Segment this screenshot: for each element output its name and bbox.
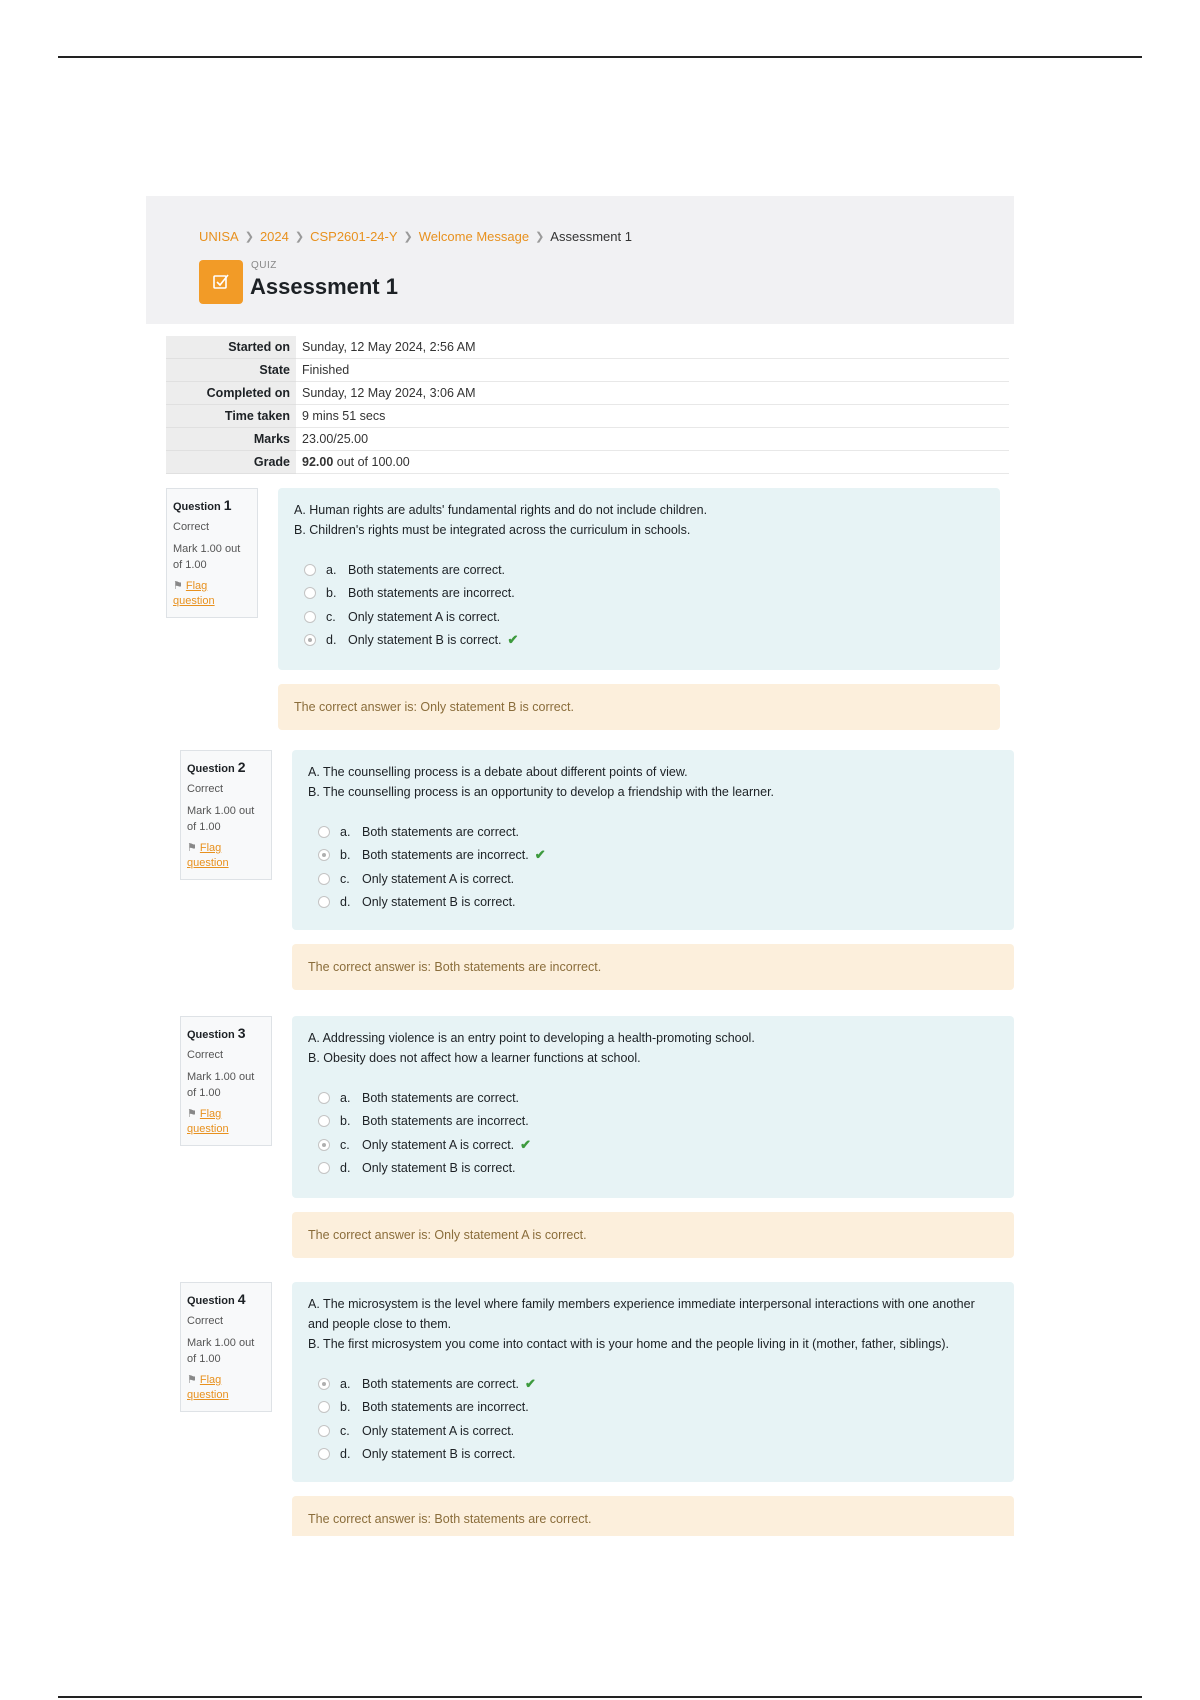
- answer-text: Only statement A is correct.: [348, 609, 501, 624]
- radio-button[interactable]: [318, 873, 330, 885]
- answer-option[interactable]: [318, 1110, 998, 1134]
- answer-list: [308, 1372, 998, 1466]
- flag-icon: ⚑: [187, 1108, 197, 1120]
- answer-letter: b.: [340, 1400, 351, 1415]
- summary-row-marks: [166, 428, 1009, 451]
- flag-label: Flag question: [187, 1108, 229, 1135]
- question-mark: Mark 1.00 out of 1.00: [187, 805, 255, 833]
- answer-letter: c.: [340, 1137, 350, 1152]
- answer-option[interactable]: [318, 1372, 998, 1396]
- question-state: Correct: [187, 1315, 224, 1327]
- answer-text: Only statement A is correct.: [362, 1423, 515, 1438]
- radio-button[interactable]: [304, 564, 316, 576]
- breadcrumb-unisa[interactable]: UNISA: [199, 229, 239, 244]
- grade-out-of: out of 100.00: [333, 455, 410, 469]
- flag-icon: ⚑: [187, 1374, 197, 1386]
- correct-check-icon: ✔: [520, 1136, 532, 1152]
- answer-option[interactable]: [304, 582, 984, 606]
- question-mark: Mark 1.00 out of 1.00: [173, 543, 241, 571]
- answer-text: Both statements are incorrect.: [362, 1114, 529, 1129]
- question-state: Correct: [187, 783, 224, 795]
- radio-button[interactable]: [318, 826, 330, 838]
- summary-value: 9 mins 51 secs: [296, 405, 1009, 428]
- summary-label: State: [166, 359, 296, 382]
- radio-button[interactable]: [304, 611, 316, 623]
- answer-text: Only statement B is correct.: [362, 895, 516, 910]
- question-label: Question: [187, 1029, 235, 1041]
- answer-letter: c.: [340, 1423, 350, 1438]
- radio-button-selected[interactable]: [318, 1378, 330, 1390]
- chevron-right-icon: ❯: [403, 231, 413, 243]
- summary-value: Sunday, 12 May 2024, 3:06 AM: [296, 382, 1009, 405]
- breadcrumb-course[interactable]: CSP2601-24-Y: [310, 229, 398, 244]
- radio-button[interactable]: [318, 896, 330, 908]
- answer-list: [294, 558, 984, 652]
- summary-row-completed: [166, 382, 1009, 405]
- statement-b: B. Children's rights must be integrated across the curriculum in schools.: [294, 523, 691, 537]
- question-label: Question: [173, 501, 221, 513]
- answer-letter: c.: [340, 871, 350, 886]
- flag-question-link[interactable]: [187, 1373, 265, 1403]
- breadcrumb: [199, 229, 632, 244]
- page-title: Assessment 1: [250, 274, 398, 299]
- activity-type-label: QUIZ: [251, 260, 277, 271]
- answer-option[interactable]: [304, 629, 984, 653]
- question-info: [166, 488, 258, 618]
- question-content: [292, 1282, 1014, 1482]
- question-label: Question: [187, 763, 235, 775]
- correct-answer-feedback: The correct answer is: Only statement A is correct.: [292, 1212, 1014, 1258]
- summary-label: Started on: [166, 336, 296, 359]
- page-top-rule: [58, 56, 1142, 58]
- question-number: [187, 759, 265, 775]
- radio-button[interactable]: [318, 1401, 330, 1413]
- question-content: [292, 1016, 1014, 1198]
- flag-label: Flag question: [173, 580, 215, 607]
- summary-label: Completed on: [166, 382, 296, 405]
- question-number: [173, 497, 251, 513]
- summary-row-started: [166, 336, 1009, 359]
- answer-list: [308, 1086, 998, 1180]
- answer-letter: d.: [340, 895, 351, 910]
- summary-label: Time taken: [166, 405, 296, 428]
- answer-option[interactable]: [304, 605, 984, 629]
- correct-check-icon: ✔: [507, 632, 519, 648]
- answer-text: Only statement B is correct.: [348, 633, 502, 648]
- answer-option[interactable]: [318, 820, 998, 844]
- attempt-summary-table: [166, 336, 1009, 474]
- question-content: [292, 750, 1014, 930]
- radio-button-selected[interactable]: [318, 849, 330, 861]
- statement-b: B. The first microsystem you come into contact with is your home and the people living in it (mother, father, siblings).: [308, 1337, 950, 1351]
- radio-button[interactable]: [318, 1448, 330, 1460]
- question-mark: Mark 1.00 out of 1.00: [187, 1071, 255, 1099]
- answer-letter: d.: [340, 1161, 351, 1176]
- answer-letter: b.: [340, 848, 351, 863]
- quiz-review-screenshot: [146, 196, 1014, 1536]
- question-num: 4: [237, 1291, 246, 1307]
- summary-value: [296, 451, 1009, 474]
- radio-button-selected[interactable]: [318, 1139, 330, 1151]
- answer-letter: b.: [326, 586, 337, 601]
- chevron-right-icon: ❯: [244, 231, 254, 243]
- answer-letter: a.: [340, 1376, 351, 1391]
- answer-option[interactable]: [318, 1086, 998, 1110]
- answer-option[interactable]: [318, 1396, 998, 1420]
- answer-option[interactable]: [304, 558, 984, 582]
- summary-label: Marks: [166, 428, 296, 451]
- question-num: 2: [237, 759, 246, 775]
- chevron-right-icon: ❯: [294, 231, 305, 243]
- flag-label: Flag question: [187, 1374, 229, 1401]
- question-num: 3: [237, 1025, 246, 1041]
- radio-button-selected[interactable]: [304, 634, 316, 646]
- summary-value: Sunday, 12 May 2024, 2:56 AM: [296, 336, 1009, 359]
- radio-button[interactable]: [304, 587, 316, 599]
- question-content: [278, 488, 1000, 670]
- answer-text: Both statements are incorrect.: [362, 848, 529, 863]
- answer-option[interactable]: [318, 1157, 998, 1181]
- grade-value: 92.00: [302, 455, 334, 469]
- answer-letter: d.: [340, 1447, 351, 1462]
- radio-button[interactable]: [318, 1162, 330, 1174]
- page-bottom-rule: [58, 1696, 1142, 1698]
- question-number: [187, 1291, 265, 1307]
- answer-letter: c.: [326, 609, 336, 624]
- summary-label: Grade: [166, 451, 296, 474]
- flag-label: Flag question: [187, 842, 229, 869]
- answer-letter: a.: [340, 824, 351, 839]
- answer-list: [308, 820, 998, 914]
- answer-letter: a.: [340, 1090, 351, 1105]
- summary-value: Finished: [296, 359, 1009, 382]
- breadcrumb-welcome[interactable]: Welcome Message: [418, 229, 530, 244]
- statement-b: B. Obesity does not affect how a learner functions at school.: [308, 1051, 641, 1065]
- radio-button[interactable]: [318, 1425, 330, 1437]
- question-info: [180, 750, 272, 880]
- answer-text: Both statements are incorrect.: [348, 586, 515, 601]
- flag-icon: ⚑: [173, 580, 183, 592]
- question-info: [180, 1282, 272, 1412]
- question-state: Correct: [187, 1049, 224, 1061]
- statement-a: A. The counselling process is a debate about different points of view.: [308, 765, 688, 779]
- answer-option[interactable]: [318, 1133, 998, 1157]
- correct-answer-feedback: The correct answer is: Both statements are incorrect.: [292, 944, 1014, 990]
- statement-a: A. Addressing violence is an entry point to developing a health-promoting school.: [308, 1031, 755, 1045]
- flag-question-link[interactable]: [187, 841, 265, 871]
- question-mark: Mark 1.00 out of 1.00: [187, 1337, 255, 1365]
- answer-option[interactable]: [318, 867, 998, 891]
- answer-letter: b.: [340, 1114, 351, 1129]
- answer-text: Both statements are correct.: [362, 1090, 520, 1105]
- answer-text: Only statement B is correct.: [362, 1447, 516, 1462]
- question-state: Correct: [173, 521, 210, 533]
- question-label: Question: [187, 1295, 235, 1307]
- answer-text: Both statements are correct.: [362, 1376, 520, 1391]
- statement-a: A. Human rights are adults' fundamental rights and do not include children.: [294, 503, 708, 517]
- answer-text: Only statement A is correct.: [362, 871, 515, 886]
- summary-row-time: [166, 405, 1009, 428]
- correct-check-icon: ✔: [525, 1375, 536, 1391]
- radio-button[interactable]: [318, 1115, 330, 1127]
- breadcrumb-current: Assessment 1: [550, 229, 632, 244]
- statement-b: B. The counselling process is an opportunity to develop a friendship with the learner.: [308, 785, 775, 799]
- answer-option[interactable]: [318, 1419, 998, 1443]
- answer-text: Both statements are correct.: [362, 824, 520, 839]
- flag-icon: ⚑: [187, 842, 197, 854]
- answer-option[interactable]: [318, 844, 998, 868]
- breadcrumb-year[interactable]: 2024: [259, 229, 289, 244]
- answer-option[interactable]: [318, 1443, 998, 1467]
- statement-a: A. The microsystem is the level where family members experience immediate interpersonal interactions with one another and people close to them.: [308, 1297, 975, 1331]
- correct-answer-feedback: The correct answer is: Both statements are correct.: [292, 1496, 1014, 1536]
- summary-value: 23.00/25.00: [296, 428, 1009, 451]
- correct-check-icon: ✔: [534, 847, 546, 863]
- question-num: 1: [223, 497, 232, 513]
- answer-text: Only statement A is correct.: [362, 1137, 515, 1152]
- answer-option[interactable]: [318, 891, 998, 915]
- answer-letter: d.: [326, 633, 337, 648]
- quiz-icon: [199, 260, 243, 304]
- question-number: [187, 1025, 265, 1041]
- page-header: [146, 196, 1014, 324]
- correct-answer-feedback: The correct answer is: Only statement B is correct.: [278, 684, 1000, 730]
- flag-question-link[interactable]: [173, 579, 251, 609]
- radio-button[interactable]: [318, 1092, 330, 1104]
- answer-letter: a.: [326, 562, 337, 577]
- flag-question-link[interactable]: [187, 1107, 265, 1137]
- answer-text: Both statements are incorrect.: [362, 1400, 529, 1415]
- summary-row-grade: [166, 451, 1009, 474]
- answer-text: Both statements are correct.: [348, 562, 506, 577]
- question-info: [180, 1016, 272, 1146]
- summary-row-state: [166, 359, 1009, 382]
- chevron-right-icon: ❯: [535, 231, 545, 243]
- answer-text: Only statement B is correct.: [362, 1161, 516, 1176]
